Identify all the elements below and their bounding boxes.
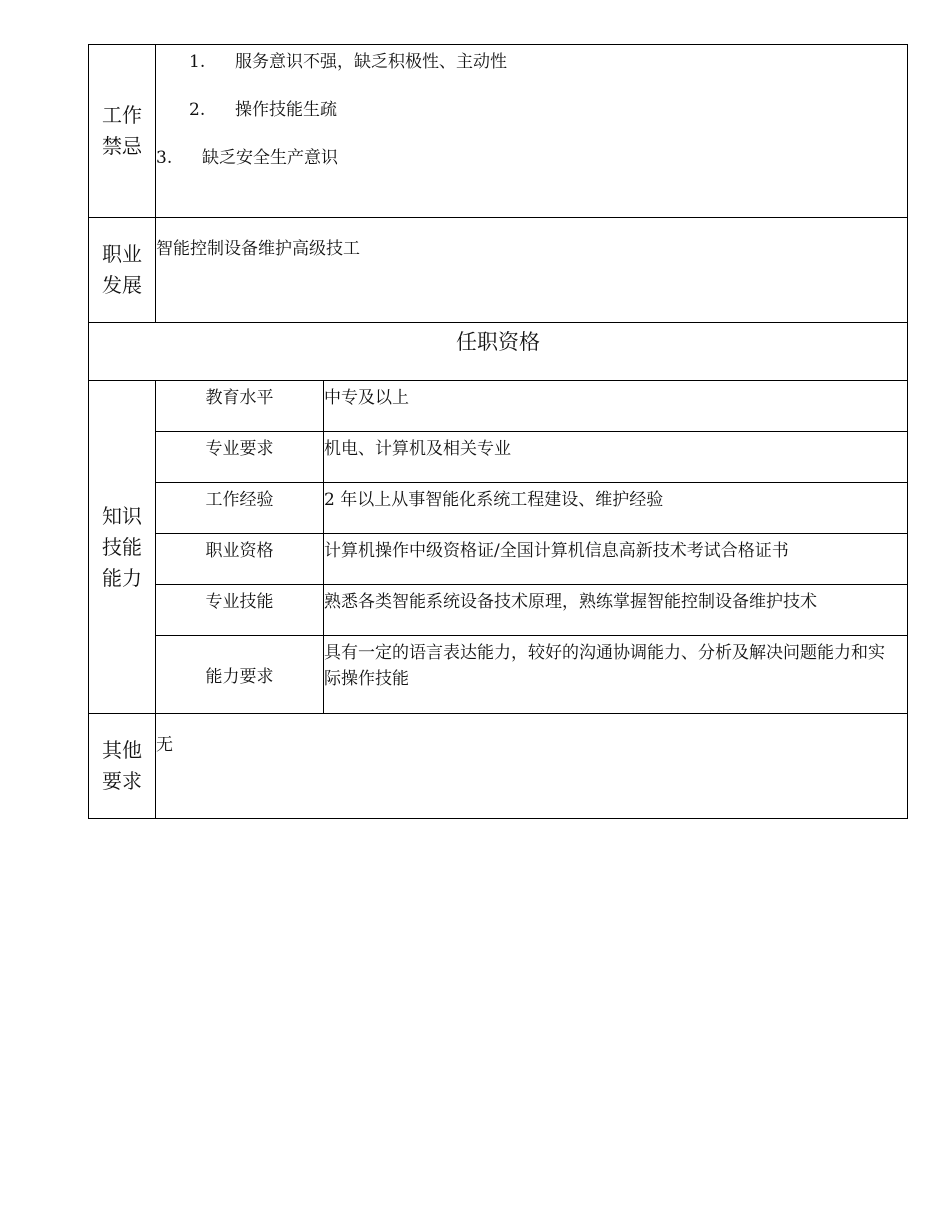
qualification-value: 中专及以上	[324, 381, 908, 432]
qualification-label: 职业资格	[156, 534, 324, 585]
qualification-value: 机电、计算机及相关专业	[324, 432, 908, 483]
taboos-label: 工作 禁忌	[89, 45, 156, 218]
qualification-value: 熟悉各类智能系统设备技术原理，熟练掌握智能控制设备维护技术	[324, 585, 908, 636]
qualification-label: 专业要求	[156, 432, 324, 483]
qualification-row	[89, 432, 908, 483]
taboo-item: 3. 缺乏安全生产意识	[156, 148, 338, 168]
career-row	[89, 218, 908, 323]
qualifications-group-label: 知识 技能 能力	[89, 381, 156, 714]
qualifications-header-row	[89, 323, 908, 381]
career-value: 智能控制设备维护高级技工	[156, 218, 908, 323]
qualification-value: 计算机操作中级资格证/全国计算机信息高新技术考试合格证书	[324, 534, 908, 585]
career-label: 职业 发展	[89, 218, 156, 323]
job-description-table	[88, 44, 908, 819]
taboos-row	[89, 45, 908, 218]
qualification-row	[89, 534, 908, 585]
taboo-item: 1. 服务意识不强，缺乏积极性、主动性	[189, 52, 507, 72]
taboo-item: 2. 操作技能生疏	[189, 100, 337, 120]
other-label: 其他 要求	[89, 714, 156, 819]
other-value: 无	[156, 714, 908, 819]
qualification-label: 工作经验	[156, 483, 324, 534]
other-row	[89, 714, 908, 819]
qualification-row	[89, 381, 908, 432]
taboos-content	[156, 45, 908, 218]
qualification-label: 教育水平	[156, 381, 324, 432]
qualification-row	[89, 585, 908, 636]
qualification-row	[89, 483, 908, 534]
qualification-label: 能力要求	[156, 636, 324, 714]
qualification-value: 2 年以上从事智能化系统工程建设、维护经验	[324, 483, 908, 534]
qualification-value: 具有一定的语言表达能力，较好的沟通协调能力、分析及解决问题能力和实际操作技能	[324, 636, 908, 714]
section-title: 任职资格	[89, 323, 908, 381]
qualification-label: 专业技能	[156, 585, 324, 636]
qualification-row	[89, 636, 908, 714]
